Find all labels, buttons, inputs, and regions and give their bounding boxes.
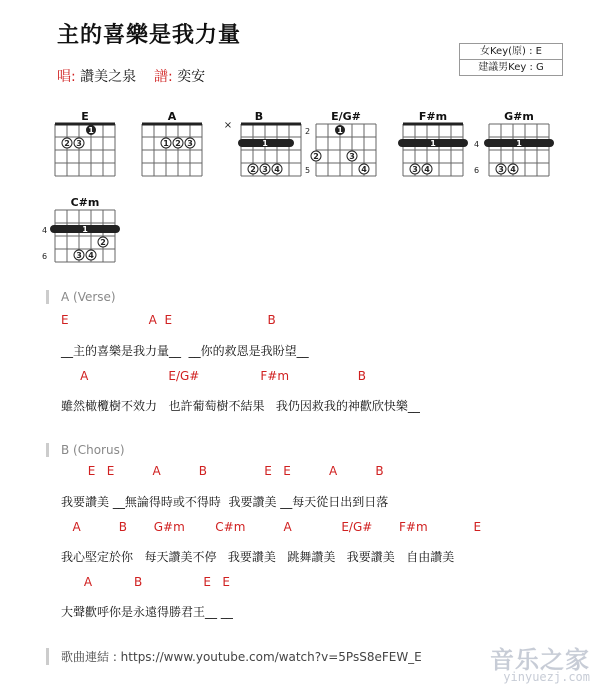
chord-line: E A E B — [61, 313, 276, 327]
svg-text:4: 4 — [88, 251, 94, 260]
site-watermark — [455, 640, 590, 686]
song-link[interactable]: 歌曲連結 : https://www.youtube.com/watch?v=5PsS8eFEW_E — [46, 648, 422, 665]
svg-text:4: 4 — [361, 165, 367, 174]
chord-name: F#m — [418, 110, 448, 123]
svg-text:1: 1 — [430, 139, 436, 148]
chord-name: B — [254, 110, 264, 123]
song-title: 主的喜樂是我力量 — [57, 23, 242, 48]
svg-text:4: 4 — [510, 165, 516, 174]
arranger-name: 奕安 — [177, 69, 206, 85]
svg-text:3: 3 — [349, 152, 355, 161]
svg-text:3: 3 — [412, 165, 418, 174]
svg-text:1: 1 — [82, 225, 88, 234]
fret-number-bottom: 6 — [474, 166, 480, 175]
chord-line: A E/G# F#m B — [61, 369, 366, 383]
fret-number-bottom: 5 — [305, 166, 311, 175]
fret-number-top: 2 — [305, 127, 311, 136]
chord-line: A B G#m C#m A E/G# F#m E — [61, 520, 482, 534]
svg-text:3: 3 — [262, 165, 268, 174]
chorus-section-label: B (Chorus) — [46, 443, 125, 457]
singer-name: 讚美之泉 — [80, 69, 137, 85]
chord-name: G#m — [504, 110, 534, 123]
svg-text:2: 2 — [313, 152, 319, 161]
svg-text:1: 1 — [163, 139, 169, 148]
svg-text:4: 4 — [274, 165, 280, 174]
lyric-line: 我心堅定於你 每天讚美不停 我要讚美 跳舞讚美 我要讚美 自由讚美 — [61, 550, 455, 564]
verse-section-label: A (Verse) — [46, 290, 116, 304]
svg-text:3: 3 — [187, 139, 193, 148]
svg-text:1: 1 — [88, 126, 94, 135]
lyric-line: 大聲歡呼你是永遠得勝君王__ __ — [61, 605, 233, 619]
chord-name: E/G# — [331, 110, 361, 123]
arranger-label: 譜: — [153, 69, 173, 85]
suggested-key: 建議男Key : G — [460, 59, 562, 75]
svg-text:1: 1 — [262, 139, 268, 148]
chord-grid — [127, 124, 217, 194]
svg-text:2: 2 — [175, 139, 181, 148]
singer-label: 唱: — [57, 69, 76, 85]
svg-text:2: 2 — [250, 165, 256, 174]
watermark-logo: 音乐之家 — [490, 646, 590, 674]
key-info-box — [459, 43, 563, 76]
svg-text:3: 3 — [76, 139, 82, 148]
fret-number-bottom: 6 — [42, 252, 48, 261]
chord-grid — [474, 124, 564, 194]
chord-name: C#m — [70, 196, 100, 209]
svg-text:2: 2 — [100, 238, 106, 247]
chord-line: E E A B E E A B — [61, 464, 384, 478]
fret-number-top: 4 — [42, 226, 48, 235]
original-key: 女Key(原) : E — [480, 46, 542, 57]
fret-number-top: 4 — [474, 140, 480, 149]
song-meta — [57, 66, 205, 86]
muted-string-icon: × — [223, 120, 233, 131]
chord-name: E — [81, 110, 89, 123]
svg-text:4: 4 — [424, 165, 430, 174]
svg-text:3: 3 — [76, 251, 82, 260]
chord-grid — [40, 124, 130, 194]
chord-grid — [301, 124, 391, 194]
chord-grid — [388, 124, 478, 194]
chord-name: A — [167, 110, 177, 123]
watermark-url: yinyuezj.com — [503, 670, 590, 684]
chord-line: A B E E — [61, 575, 230, 589]
chord-grid — [40, 210, 130, 280]
svg-text:2: 2 — [64, 139, 70, 148]
chord-grid — [214, 120, 304, 194]
svg-text:3: 3 — [498, 165, 504, 174]
lyric-line: __主的喜樂是我力量__ __你的救恩是我盼望__ — [61, 344, 309, 358]
svg-text:1: 1 — [337, 126, 343, 135]
svg-text:1: 1 — [516, 139, 522, 148]
lyric-line: 我要讚美 __無論得時或不得時 我要讚美 __每天從日出到日落 — [61, 495, 389, 509]
lyric-line: 雖然橄欖樹不效力 也許葡萄樹不結果 我仍因救我的神歡欣快樂__ — [61, 399, 420, 413]
